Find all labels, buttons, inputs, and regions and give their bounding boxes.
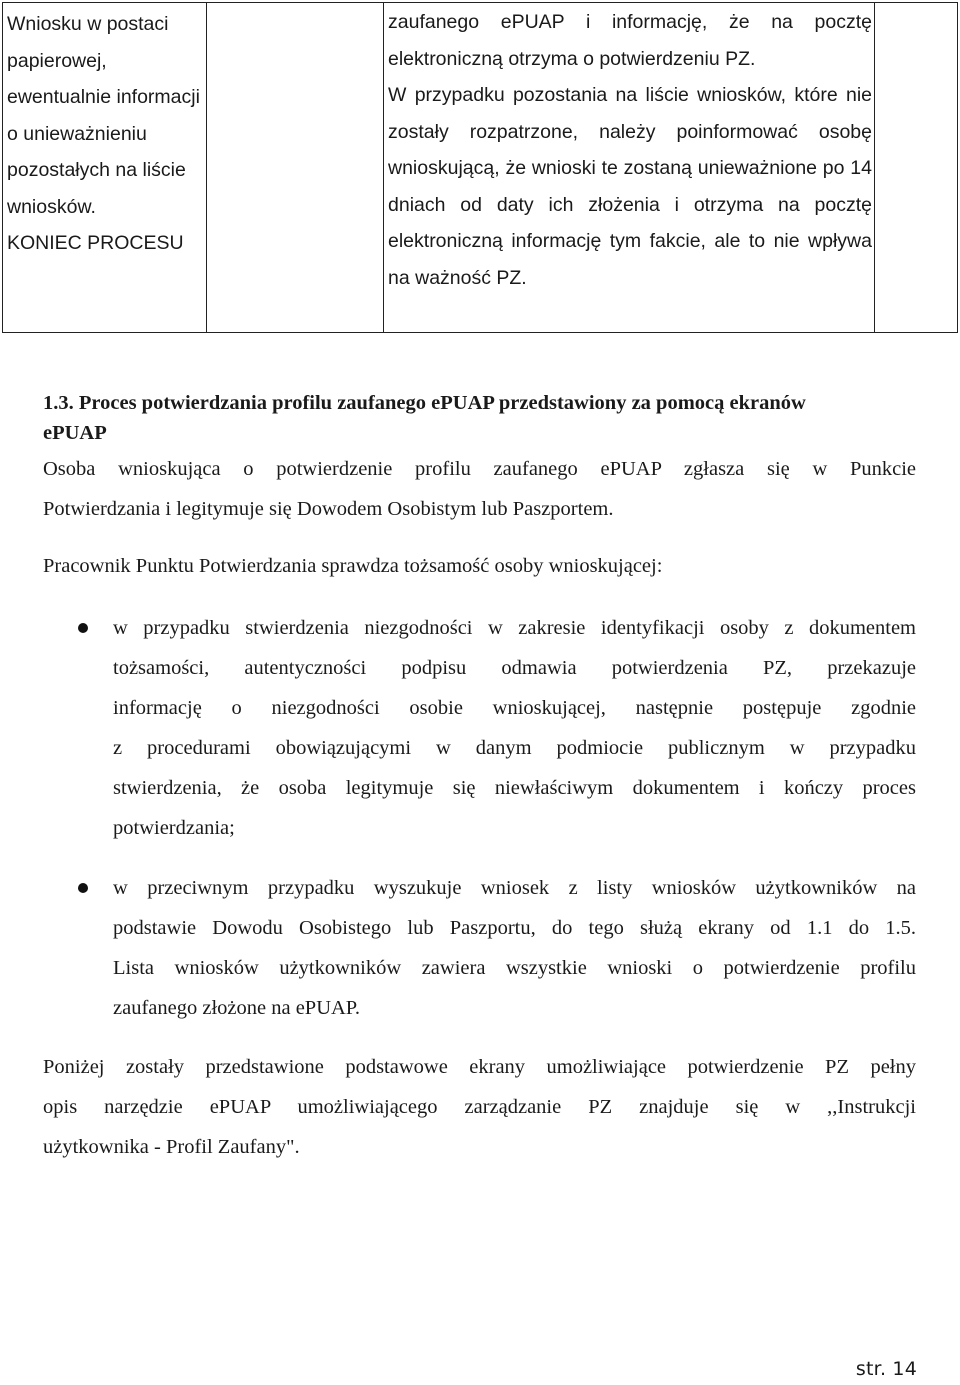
list-item-line: w przypadku stwierdzenia niezgodności w zakresie identyfikacji osoby z dokumentem	[113, 617, 916, 639]
bullet-icon	[78, 883, 88, 893]
table-cell-empty	[875, 3, 958, 333]
paragraph-line: użytkownika - Profil Zaufany".	[43, 1136, 300, 1158]
list-item-line: podstawie Dowodu Osobistego lub Paszportu, do tego służą ekrany od 1.1 do 1.5.	[113, 917, 916, 939]
table-cell-description	[384, 3, 875, 333]
list-item-line: z procedurami obowiązującymi w danym podmiocie publicznym w przypadku	[113, 737, 916, 759]
paragraph-intro	[43, 449, 916, 529]
cell-line: elektroniczną otrzyma o potwierdzeniu PZ.	[388, 47, 756, 70]
cell-line: papierowej,	[7, 49, 107, 72]
list-item-line: zaufanego złożone na ePUAP.	[113, 997, 361, 1019]
table-row	[3, 3, 958, 333]
page-number: str. 14	[855, 1358, 917, 1380]
list-item-line: tożsamości, autentyczności podpisu odmawia potwierdzenia PZ, przekazuje	[113, 657, 916, 679]
cell-line: zaufanego ePUAP i informację, że na pocztę	[388, 11, 872, 33]
table-cell-empty	[207, 3, 384, 333]
cell-line: W przypadku pozostania na liście wniosków, które nie	[388, 84, 872, 106]
paragraph-line: Poniżej zostały przedstawione podstawowe ekrany umożliwiające potwierdzenie PZ pełny	[43, 1056, 916, 1078]
cell-line: pozostałych na liście	[7, 159, 186, 181]
paragraph-line: Osoba wnioskująca o potwierdzenie profilu zaufanego ePUAP zgłasza się w Punkcie	[43, 458, 916, 480]
bullet-icon	[78, 623, 88, 633]
cell-line: elektroniczną informację tym fakcie, ale to nie wpływa	[388, 230, 872, 252]
list-item-line: potwierdzania;	[113, 817, 235, 839]
cell-line: o unieważnieniu	[7, 122, 147, 145]
cell-line: ewentualnie informacji	[7, 86, 200, 108]
process-end-label: KONIEC PROCESU	[7, 232, 184, 254]
cell-line: zostały rozpatrzone, należy poinformować osobę	[388, 120, 872, 143]
paragraph-closing	[43, 1047, 916, 1167]
cell-line: wnioskującą, że wnioski te zostaną unieważnione po 14	[388, 157, 872, 179]
cell-line: wniosków.	[7, 195, 96, 218]
paragraph-verification	[43, 546, 916, 586]
list-item-line: stwierdzenia, że osoba legitymuje się niewłaściwym dokumentem i kończy proces	[113, 777, 916, 799]
table-cell-step	[3, 3, 207, 333]
process-table	[2, 2, 958, 333]
list-item-line: w przeciwnym przypadku wyszukuje wniosek z listy wniosków użytkowników na	[113, 877, 916, 899]
cell-line: dniach od daty ich złożenia i otrzyma na pocztę	[388, 193, 872, 216]
heading-line: 1.3. Proces potwierdzania profilu zaufanego ePUAP przedstawiony za pomocą ekranów	[43, 392, 806, 414]
cell-line: na ważność PZ.	[388, 266, 527, 289]
paragraph-line: Potwierdzania i legitymuje się Dowodem Osobistym lub Paszportem.	[43, 498, 614, 520]
heading-line: ePUAP	[43, 422, 107, 444]
paragraph-line: opis narzędzie ePUAP umożliwiającego zarządzanie PZ znajduje się w ,,Instrukcji	[43, 1096, 916, 1118]
paragraph-line: Pracownik Punktu Potwierdzania sprawdza tożsamość osoby wnioskującej:	[43, 555, 663, 577]
list-item-line: Lista wniosków użytkowników zawiera wszystkie wnioski o potwierdzenie profilu	[113, 957, 916, 979]
list-item-line: informację o niezgodności osobie wnioskującej, następnie postępuje zgodnie	[113, 697, 916, 719]
cell-line: Wniosku w postaci	[7, 13, 169, 35]
section-heading	[43, 388, 918, 448]
